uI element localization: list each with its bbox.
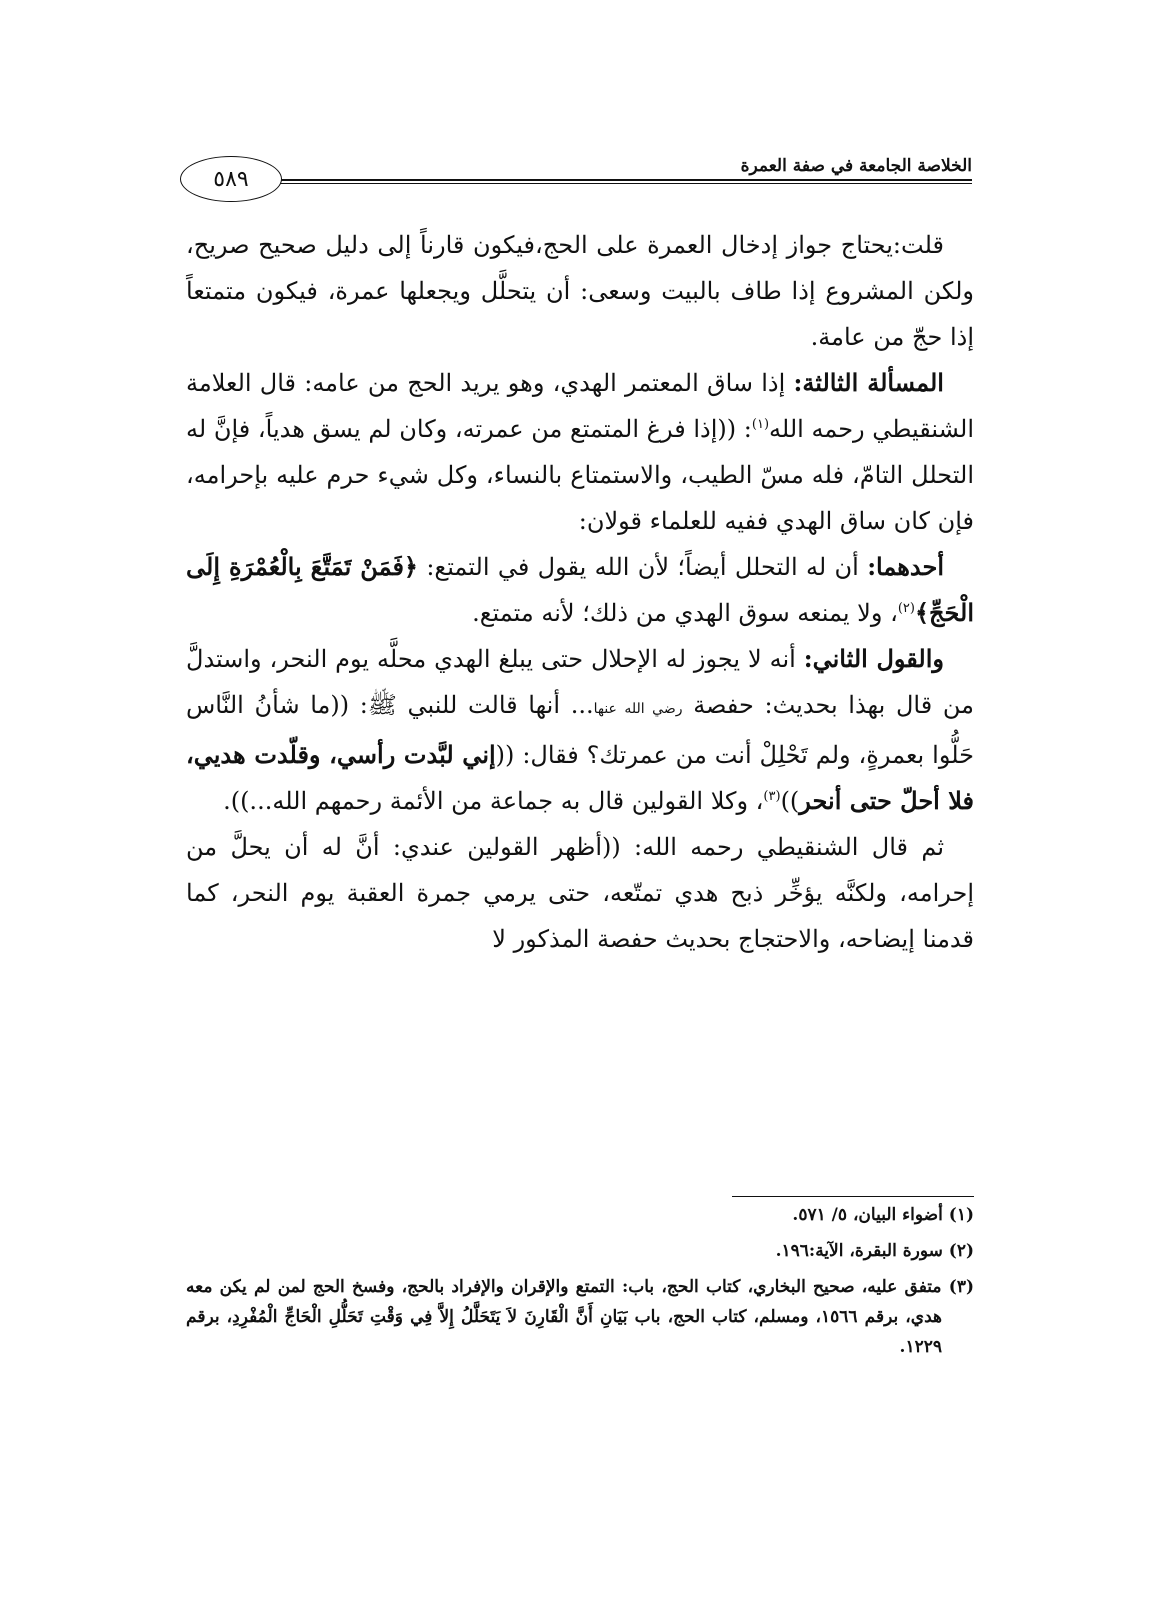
paragraph-2-text-b: : ((إذا فرغ المتمتع من عمرته، وكان لم يسق هدياً، فإنَّ له التحلل التامّ، فله مسّ الطيب، والاستمتاع بالنساء، وكل شيء حرم عليه بإحرامه، فإن كان ساق الهدي ففيه للعلماء قولان: (186, 415, 974, 535)
paragraph-4-text-d: ، وكلا القولين قال به جماعة من الأئمة رحمهم الله...)). (223, 787, 764, 815)
footnote-1: (١) أضواء البيان، ٥/ ٥٧١. (792, 1205, 974, 1225)
footnote-ref-1: (١) (751, 417, 770, 432)
header-rule-thin (268, 183, 972, 184)
paragraph-1-text: قلت:يحتاج جواز إدخال العمرة على الحج،فيكون قارناً إلى دليل صحيح صريح، ولكن المشروع إذا طاف بالبيت وسعى: أن يتحلَّل ويجعلها عمرة، فيكون متمتعاً إذا حجّ من عامة. (186, 231, 974, 351)
quran-verse: ﴿فَمَنْ تَمَتَّعَ بِالْعُمْرَةِ إِلَى الْحَجِّ﴾ (186, 552, 974, 627)
paragraph-2 (186, 360, 974, 544)
footnote-2: (٢) سورة البقرة، الآية:١٩٦. (775, 1241, 974, 1261)
paragraph-4-text-b: ... أنها قالت للنبي ﷺ: ((ما شأنُ النَّاس حَلُّوا بعمرةٍ، ولم تَحْلِلْ أنت من عمرتك؟ فقال: (( (186, 691, 974, 769)
header-rule (268, 179, 972, 181)
main-text (186, 222, 974, 962)
paragraph-4 (186, 636, 974, 824)
paragraph-4-text-a: أنه لا يجوز له الإحلال حتى يبلغ الهدي محلَّه يوم النحر، واستدلَّ من قال بهذا بحديث: حفصة (186, 645, 974, 719)
page-number: ٥٨٩ (180, 156, 282, 202)
header-title: الخلاصة الجامعة في صفة العمرة (740, 156, 972, 176)
paragraph-3 (186, 544, 974, 636)
paragraph-5 (186, 824, 974, 962)
issue-three-heading: المسألة الثالثة: (793, 368, 944, 397)
footnote-ref-2: (٢) (897, 601, 915, 616)
footnote-separator (732, 1196, 974, 1197)
hadith-quote: إني لبَّدت رأسي، وقلّدت هديي، فلا أحلّ حتى أنحر (186, 740, 974, 815)
paragraph-5-text: ثم قال الشنقيطي رحمه الله: ((أظهر القولين عندي: أنَّ له أن يحلَّ من إحرامه، ولكنَّه يؤخِّر ذبح هدي تمتّعه، حتى يرمي جمرة العقبة يوم النحر، كما قدمنا إيضاحه، والاحتجاج بحديث حفصة المذكور لا (186, 833, 974, 953)
paragraph-3-text-a: أن له التحلل أيضاً؛ لأن الله يقول في التمتع: (426, 553, 859, 581)
second-opinion-heading: والقول الثاني: (803, 644, 944, 673)
honorific: رضي الله عنها (593, 701, 683, 717)
paragraph-3-text-b: ، ولا يمنعه سوق الهدي من ذلك؛ لأنه متمتع. (472, 599, 898, 627)
paragraph-4-text-c: )) (780, 787, 800, 815)
footnote-3: (٣) متفق عليه، صحيح البخاري، كتاب الحج، باب: التمتع والإقران والإفراد بالحج، وفسخ الحج لمن لم يكن معه هدي، برقم ١٥٦٦، ومسلم، كتاب الحج، باب بَيَانِ أَنَّ الْقَارِنَ لاَ يَتَحَلَّلُ إِلاَّ فِي وَقْتِ تَحَلُّلِ الْحَاجِّ الْمُفْرِدِ، برقم ١٢٢٩. (186, 1277, 974, 1357)
footnote-ref-3: (٣) (763, 789, 781, 804)
paragraph-2-text-a: إذا ساق المعتمر الهدي، وهو يريد الحج من عامه: قال العلامة الشنقيطي رحمه الله (186, 369, 974, 443)
running-header (180, 152, 972, 206)
footnotes (186, 1200, 974, 1368)
paragraph-1 (186, 222, 974, 360)
first-opinion-heading: أحدهما: (867, 552, 944, 581)
